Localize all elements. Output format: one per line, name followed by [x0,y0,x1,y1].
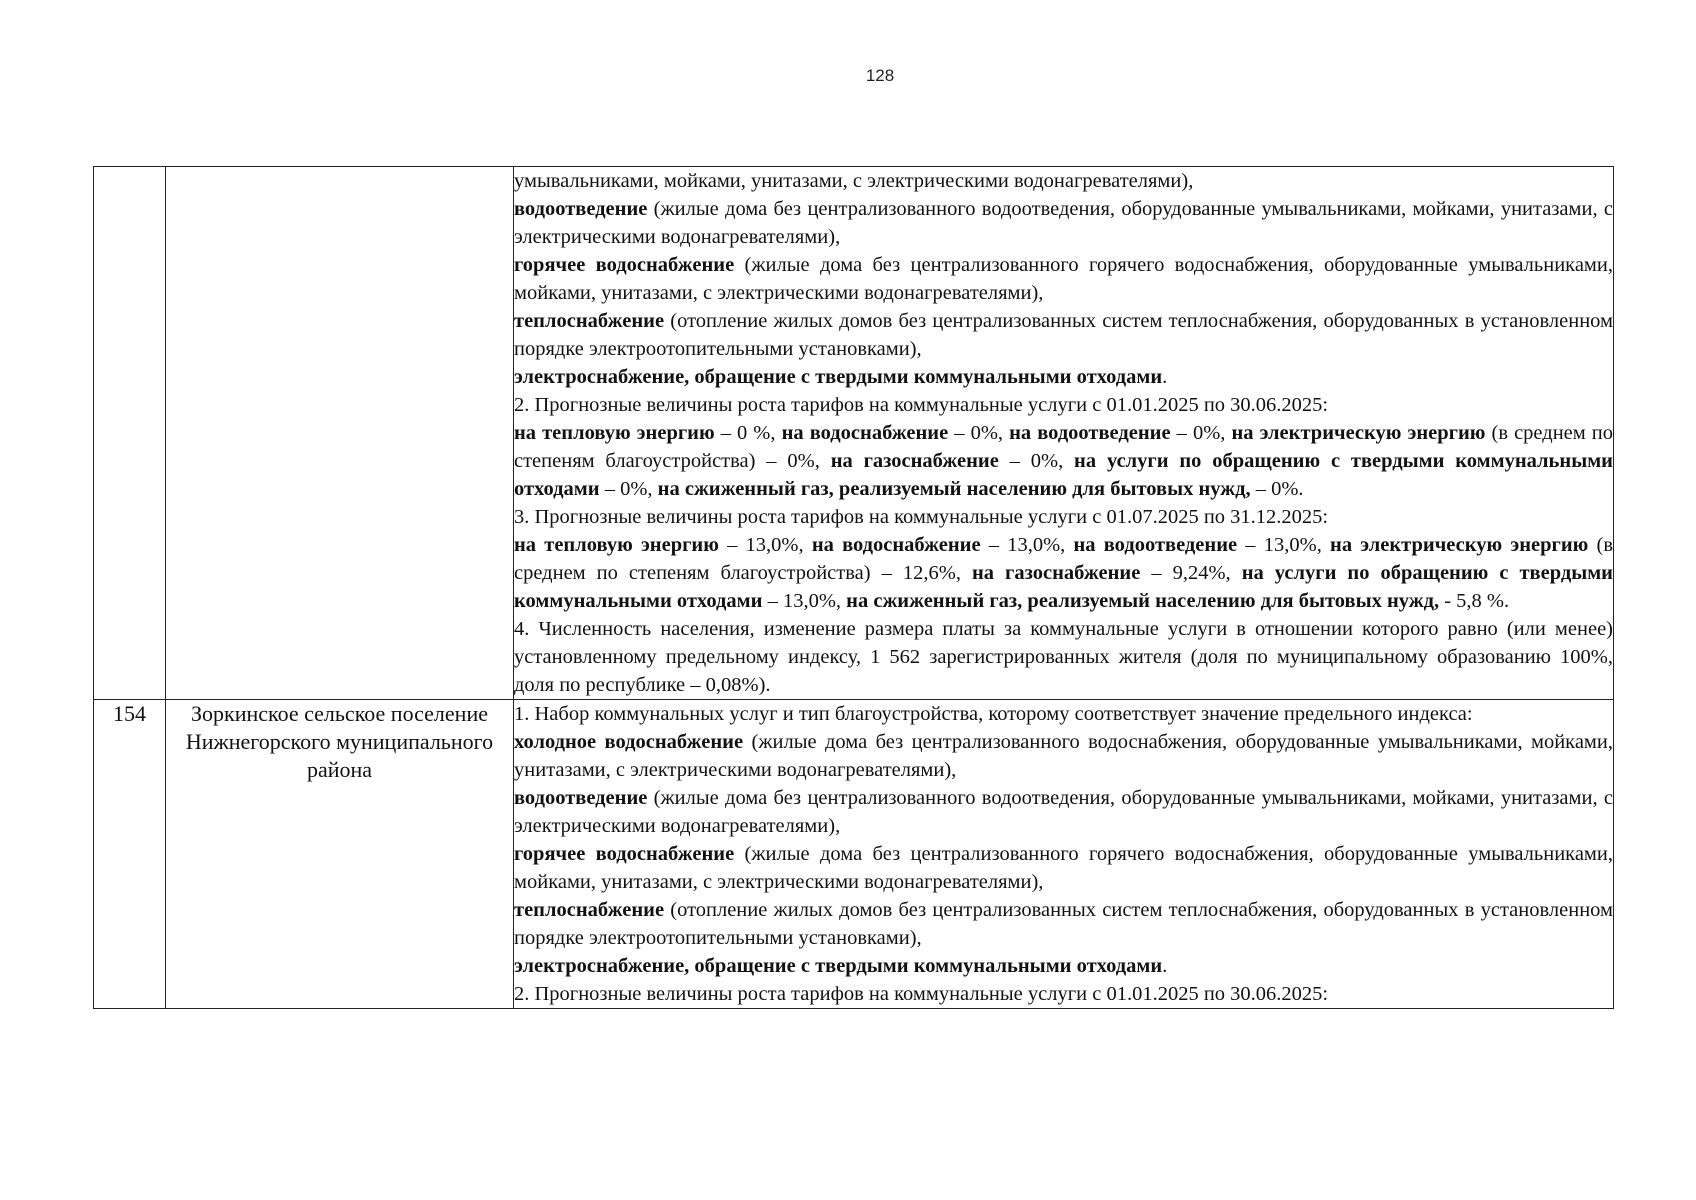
paragraph [514,952,1613,980]
bold-text: на водоотведение [1009,422,1171,444]
text: (жилые дома без централизованного водоотведения, оборудованные умывальниками, мойками, унитазами, с электрическими водонагревателями), [514,787,1613,837]
bold-text: на электрическую энергию [1330,534,1589,556]
text: (отопление жилых домов без централизованных систем теплоснабжения, оборудованных в установленном порядке электроотопительными установками), [514,310,1613,360]
text: умывальниками, мойками, унитазами, с электрическими водонагревателями), [514,170,1194,192]
text: 4. Численность населения, изменение размера платы за коммунальные услуги в отношении которого равно (или менее) установленному предельному индексу, 1 562 зарегистрированных жителя (доля по муниципальному образованию 100%, доля по республике – 0,08%). [514,618,1613,696]
bold-text: на водоснабжение [811,534,981,556]
table-row [94,167,1614,700]
text: (жилые дома без централизованного водоотведения, оборудованные умывальниками, мойками, унитазами, с электрическими водонагревателями), [514,198,1613,248]
paragraph [514,391,1613,419]
paragraph [514,728,1613,784]
bold-text: на газоснабжение [971,562,1141,584]
bold-text: электроснабжение, обращение с твердыми коммунальными отходами [514,955,1163,977]
row-number-cell: 154 [94,700,166,1009]
paragraph [514,700,1613,728]
paragraph [514,363,1613,391]
text: 2. Прогнозные величины роста тарифов на коммунальные услуги с 01.01.2025 по 30.06.2025: [514,983,1329,1005]
paragraph [514,167,1613,195]
text: – 0%, [599,478,658,500]
text: 2. Прогнозные величины роста тарифов на коммунальные услуги с 01.01.2025 по 30.06.2025: [514,394,1329,416]
text: . [1162,955,1168,977]
text: – 13,0%, [718,534,812,556]
text: – 0%, [1170,422,1232,444]
bold-text: на водоснабжение [781,422,949,444]
text: – 0%. [1250,478,1304,500]
municipality-name-cell [166,167,514,700]
tariff-table [93,166,1614,1009]
text: – 13,0%, [980,534,1074,556]
bold-text: водоотведение [514,787,648,809]
text: - 5,8 %. [1439,590,1510,612]
bold-text: холодное водоснабжение [514,731,744,753]
bold-text: на тепловую энергию [514,534,719,556]
paragraph [514,896,1613,952]
bold-text: на сжиженный газ, реализуемый населению для бытовых нужд, [657,478,1251,500]
text: (жилые дома без централизованного горячего водоснабжения, оборудованные умывальниками, мойками, унитазами, с электрическими водонагревателями), [514,843,1613,893]
bold-text: горячее водоснабжение [514,843,735,865]
text: (в среднем по степеням благоустройства) – 12,6%, [514,534,1613,584]
text: – 9,24%, [1140,562,1242,584]
text: – 0%, [948,422,1010,444]
bold-text: электроснабжение, обращение с твердыми коммунальными отходами [514,366,1163,388]
paragraph [514,419,1613,503]
text: – 13,0%, [762,590,847,612]
bold-text: теплоснабжение [514,899,665,921]
bold-text: горячее водоснабжение [514,254,735,276]
bold-text: на услуги по обращению с твердыми коммунальными отходами [514,450,1613,500]
text: – 0 %, [714,422,782,444]
text: . [1162,366,1168,388]
paragraph [514,307,1613,363]
paragraph [514,784,1613,840]
text: (отопление жилых домов без централизованных систем теплоснабжения, оборудованных в установленном порядке электроотопительными установками), [514,899,1613,949]
text: 1. Набор коммунальных услуг и тип благоустройства, которому соответствует значение предельного индекса: [514,703,1473,725]
bold-text: водоотведение [514,198,648,220]
row-number-cell [94,167,166,700]
bold-text: на услуги по обращению с твердыми коммунальными отходами [514,562,1613,612]
paragraph [514,840,1613,896]
table-row [94,700,1614,1009]
bold-text: на электрическую энергию [1231,422,1486,444]
page-number: 128 [865,66,895,85]
paragraph [514,251,1613,307]
text: (в среднем по степеням благоустройства) – 0%, [514,422,1614,472]
bold-text: на водоотведение [1073,534,1238,556]
paragraph [514,503,1613,531]
bold-text: на газоснабжение [830,450,999,472]
text: (жилые дома без централизованного водоснабжения, оборудованные умывальниками, мойками, унитазами, с электрическими водонагревателями), [514,731,1613,781]
paragraph [514,615,1613,699]
text: – 0%, [998,450,1075,472]
municipality-name-cell: Зоркинское сельское поселение Нижнегорского муниципального района [166,700,514,1009]
bold-text: теплоснабжение [514,310,665,332]
bold-text: на тепловую энергию [514,422,715,444]
paragraph [514,195,1613,251]
bold-text: на сжиженный газ, реализуемый населению для бытовых нужд, [846,590,1440,612]
text: – 13,0%, [1237,534,1331,556]
paragraph [514,980,1613,1008]
tariff-description-cell [514,167,1614,700]
text: 3. Прогнозные величины роста тарифов на коммунальные услуги с 01.07.2025 по 31.12.2025: [514,506,1329,528]
paragraph [514,531,1613,615]
text: (жилые дома без централизованного горячего водоснабжения, оборудованные умывальниками, мойками, унитазами, с электрическими водонагревателями), [514,254,1613,304]
tariff-description-cell [514,700,1614,1009]
